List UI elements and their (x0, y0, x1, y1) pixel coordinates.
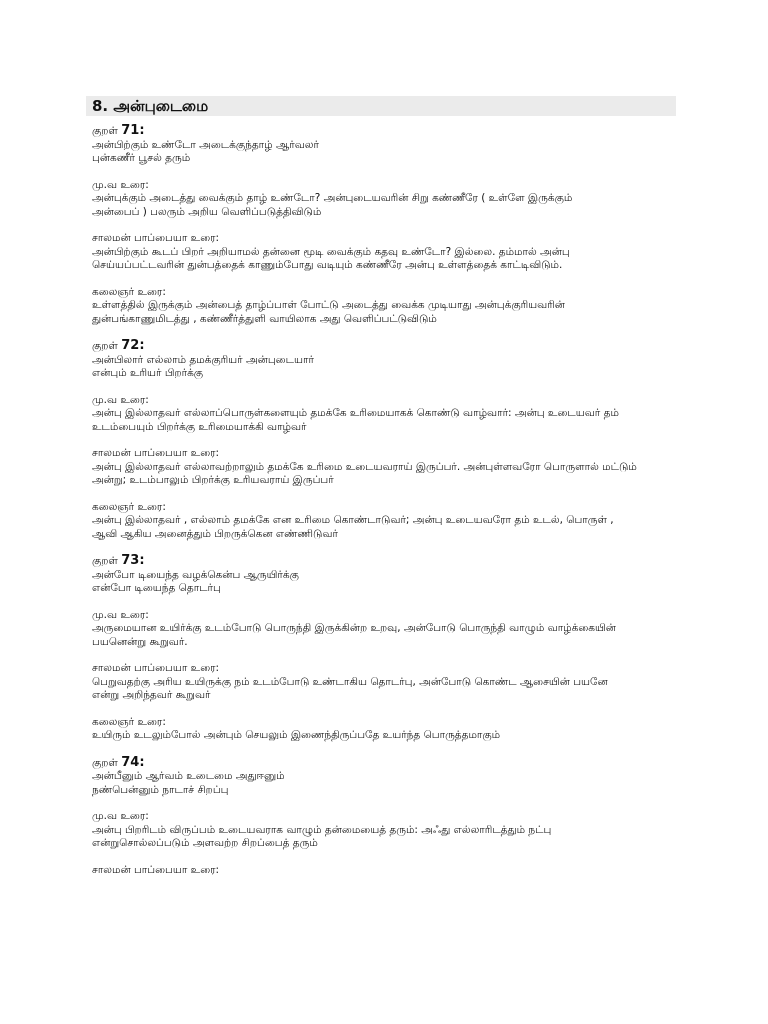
kural-number: 71: (121, 123, 145, 138)
commentary-text-line: ஆவி ஆகிய அனைத்தும் பிறருக்கென எண்ணிடுவர் (92, 527, 338, 540)
commentary-label: சாலமன் பாப்பையா உரை: (92, 863, 220, 876)
commentary-text-line: அருமையான உயிர்க்கு உடம்போடு பொருந்தி இருக்கின்ற உறவு, அன்போடு பொருந்தி வாழும் வாழ்க்கையின் (92, 622, 616, 634)
kural-number: 74: (121, 754, 145, 770)
commentary-label: கலைஞர் உரை: (92, 715, 166, 728)
commentary-label: சாலமன் பாப்பையா உரை: (92, 662, 220, 674)
commentary-block (92, 864, 672, 878)
commentary-text-line: உள்ளத்தில் இருக்கும் அன்பைத் தாழ்ப்பாள் போட்டு அடைத்து வைக்க முடியாது அன்புக்குரியவரின் (92, 299, 565, 311)
commentary-text-line: என்றுசொல்லப்படும் அளவற்ற சிறப்பைத் தரும் (92, 837, 318, 849)
commentary-block (92, 662, 672, 703)
commentary-text-line: பெறுவதற்கு அரிய உயிருக்கு நம் உடம்போடு உண்டாகிய தொடர்பு, அன்போடு கொண்ட ஆசையின் பயனே (92, 675, 608, 688)
commentary-block (92, 716, 672, 743)
kural-verse-line: புன்கணீர் பூசல் தரும் (92, 152, 191, 164)
kural-verse-line: என்போ டியைந்த தொடர்பு (92, 582, 221, 594)
commentary-text-line: அன்பைப் ) பலரும் அறிய வெளிப்படுத்திவிடும் (92, 205, 322, 218)
commentary-text-line: அன்று; உடம்பாலும் பிறர்க்கு உரியவராய் இருப்பர் (92, 474, 334, 486)
kural-label (92, 339, 672, 354)
commentary-text-line: உடம்பையும் பிறர்க்கு உரிமையாக்கி வாழ்வர் (92, 420, 307, 433)
chapter-title: 8. அன்புடைமை (92, 97, 209, 115)
commentary-text-line: அன்பு பிறரிடம் விருப்பம் உடையவராக வாழும் தன்மையைத் தரும்: அஃது எல்லாரிடத்தும் நட்பு (92, 823, 552, 836)
kural-verse-line: அன்பிலார் எல்லாம் தமக்குரியர் அன்புடையார் (92, 353, 314, 366)
kural-verse-line: அன்போ டியைந்த வழக்கென்ப ஆருயிர்க்கு (92, 568, 299, 581)
kural-label-text: குறள் (92, 340, 118, 352)
commentary-text-line: அன்புக்கும் அடைத்து வைக்கும் தாழ் உண்டோ? அன்புடையவரின் சிறு கண்ணீரே ( உள்ளே இருக்கும் (92, 192, 573, 204)
kural-verse-line: நண்பென்னும் நாடாச் சிறப்பு (92, 783, 229, 796)
commentary-block (92, 501, 672, 542)
commentary-block (92, 609, 672, 650)
commentary-text-line: உயிரும் உடலும்போல் அன்பும் செயலும் இணைந்திருப்பதே உயர்ந்த பொருத்தமாகும் (92, 729, 501, 741)
kural-verse-line: என்பும் உரியர் பிறர்க்கு (92, 367, 204, 379)
kural-label-text: குறள் (92, 756, 118, 769)
commentary-label: சாலமன் பாப்பையா உரை: (92, 232, 220, 244)
kural-verse-line: அன்பீனும் ஆர்வம் உடைமை அதுஈனும் (92, 770, 285, 782)
kural-label (92, 124, 672, 139)
commentary-block (92, 232, 672, 273)
commentary-text-line: அன்பு இல்லாதவர் , எல்லாம் தமக்கே என உரிமை கொண்டாடுவர்; அன்பு உடையவரோ தம் உடல், பொருள் , (92, 514, 614, 526)
commentary-block (92, 447, 672, 488)
kural-block (92, 756, 672, 798)
commentary-text-line: அன்பு இல்லாதவர் எல்லாவற்றாலும் தமக்கே உரிமை உடையவராய் இருப்பர். அன்புள்ளவரோ பொருளால் மட்டும் (92, 460, 637, 473)
commentary-label: மு.வ உரை: (92, 178, 149, 191)
commentary-label: மு.வ உரை: (92, 608, 149, 621)
commentary-block (92, 810, 672, 851)
kural-block (92, 339, 672, 381)
commentary-text-line: துன்பங்காணுமிடத்து , கண்ணீர்த்துளி வாயிலாக அது வெளிப்பட்டுவிடும் (92, 312, 437, 325)
commentary-text-line: செய்யப்பட்டவரின் துன்பத்தைக் காணும்போது வடியும் கண்ணீரே அன்பு உள்ளத்தைக் காட்டிவிடும். (92, 259, 563, 271)
kural-block (92, 554, 672, 596)
kural-label-text: குறள் (92, 125, 118, 137)
commentary-text-line: அன்பு இல்லாதவர் எல்லாப்பொருள்களையும் தமக்கே உரிமையாகக் கொண்டு வாழ்வார்: அன்பு உடையவர் தம் (92, 407, 619, 419)
commentary-label: மு.வ உரை: (92, 810, 149, 822)
kural-list (92, 124, 672, 890)
kural-label (92, 756, 672, 771)
kural-number: 73: (121, 553, 145, 568)
commentary-label: கலைஞர் உரை: (92, 500, 166, 513)
kural-label-text: குறள் (92, 555, 118, 567)
kural-verse-line: அன்பிற்கும் உண்டோ அடைக்குந்தாழ் ஆர்வலர் (92, 138, 319, 151)
commentary-label: சாலமன் பாப்பையா உரை: (92, 447, 220, 459)
commentary-text-line: அன்பிற்கும் கூடப் பிறர் அறியாமல் தன்னை மூடி வைக்கும் கதவு உண்டோ? இல்லை. தம்மால் அன்பு (92, 245, 570, 258)
commentary-label: கலைஞர் உரை: (92, 285, 166, 298)
kural-block (92, 124, 672, 166)
commentary-block (92, 394, 672, 435)
commentary-label: மு.வ உரை: (92, 393, 149, 406)
kural-label (92, 554, 672, 569)
commentary-text-line: பயனென்று கூறுவர். (92, 635, 188, 648)
commentary-text-line: என்று அறிந்தவர் கூறுவர் (92, 689, 211, 701)
commentary-block (92, 286, 672, 327)
commentary-block (92, 179, 672, 220)
kural-number: 72: (121, 338, 145, 353)
